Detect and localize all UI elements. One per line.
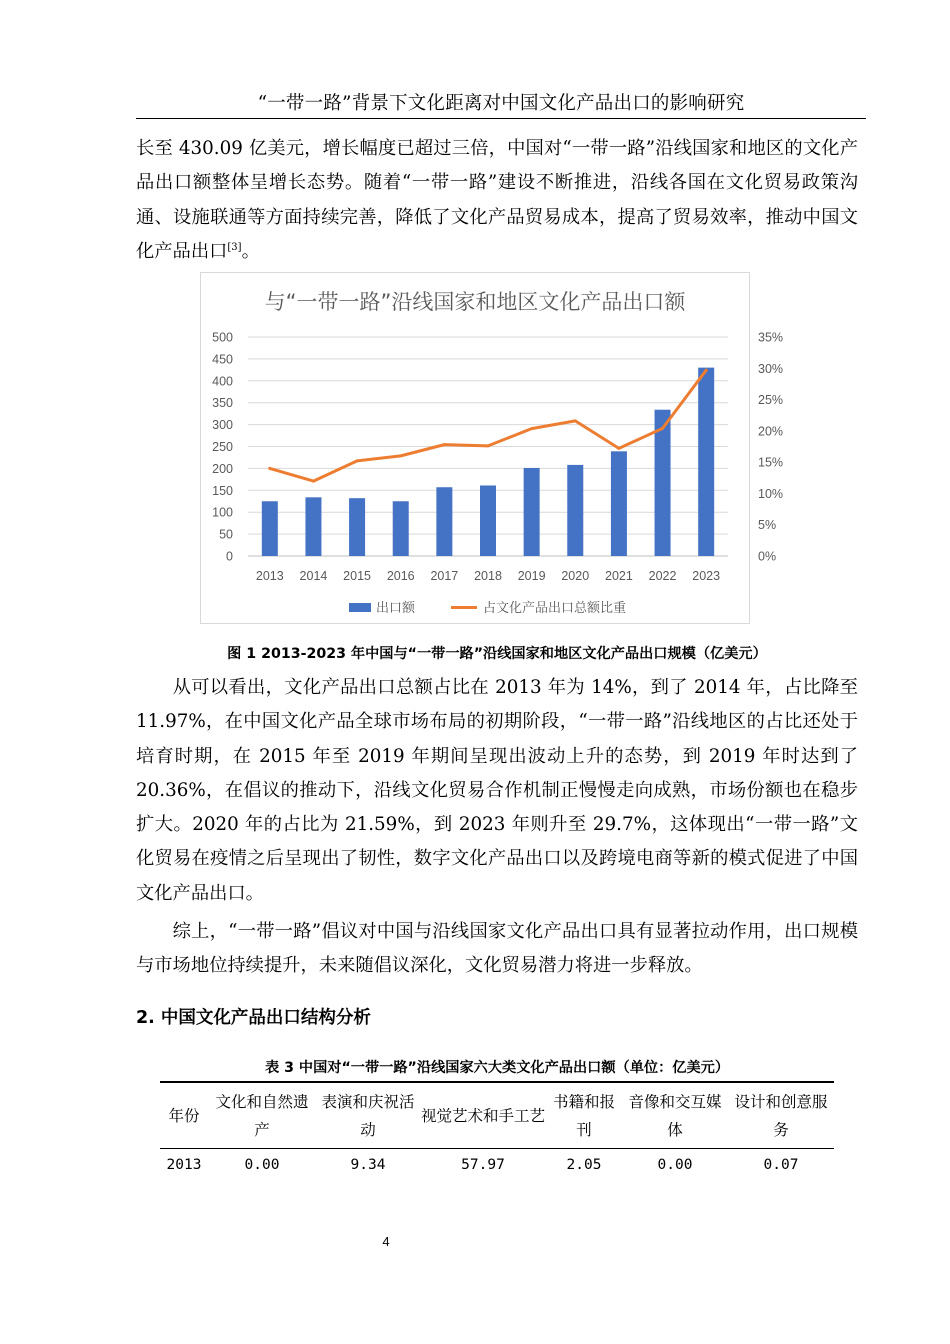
y-left-tick-label: 200 xyxy=(212,461,233,476)
bar xyxy=(305,497,321,556)
bar xyxy=(349,498,365,556)
x-tick-label: 2022 xyxy=(648,569,677,583)
export-table xyxy=(160,1081,834,1181)
x-tick-label: 2016 xyxy=(386,569,415,583)
chart-title: 与“一带一路”沿线国家和地区文化产品出口额 xyxy=(264,290,686,314)
y-right-tick-label: 20% xyxy=(758,424,784,439)
y-left-tick-label: 250 xyxy=(212,440,233,454)
line-point xyxy=(268,467,271,470)
table-header: 设计和创意服务 xyxy=(734,1093,828,1139)
y-left-tick-label: 300 xyxy=(212,418,233,433)
line-point xyxy=(705,369,708,372)
paragraph-1-end: 。 xyxy=(241,240,260,262)
x-tick-label: 2013 xyxy=(255,569,284,583)
line-point xyxy=(443,443,446,446)
page-number: 4 xyxy=(382,1234,390,1249)
table-header: 书籍和报刊 xyxy=(552,1093,615,1139)
table-header: 视觉艺术和手工艺 xyxy=(420,1107,545,1125)
table-cell: 2.05 xyxy=(566,1157,602,1173)
table-cell: 0.07 xyxy=(763,1157,799,1173)
x-tick-label: 2019 xyxy=(517,569,546,583)
bar xyxy=(524,468,540,556)
y-left-tick-label: 150 xyxy=(212,483,233,498)
running-header: “一带一路”背景下文化距离对中国文化产品出口的影响研究 xyxy=(257,93,745,114)
table-header: 文化和自然遗产 xyxy=(215,1093,309,1139)
y-left-tick-label: 350 xyxy=(212,396,233,411)
x-tick-label: 2020 xyxy=(561,569,590,583)
x-tick-label: 2015 xyxy=(343,569,371,583)
line-point xyxy=(356,459,359,462)
table-cell: 2013 xyxy=(166,1157,202,1173)
x-tick-label: 2014 xyxy=(299,569,328,583)
table-header: 年份 xyxy=(168,1107,200,1125)
y-left-tick-label: 50 xyxy=(219,527,233,542)
table-cell: 0.00 xyxy=(244,1157,280,1173)
line-point xyxy=(661,427,664,430)
y-right-tick-label: 35% xyxy=(758,330,784,345)
bar xyxy=(698,368,714,556)
line-point xyxy=(530,427,533,430)
y-right-tick-label: 15% xyxy=(758,455,784,470)
bar xyxy=(567,465,583,556)
line-point xyxy=(487,444,490,447)
table-cell: 0.00 xyxy=(657,1157,693,1173)
bar xyxy=(480,485,496,556)
line-point xyxy=(312,480,315,483)
bar xyxy=(611,451,627,556)
citation: [3] xyxy=(227,241,242,253)
bar xyxy=(262,501,278,556)
line-series xyxy=(270,370,706,481)
header-rule xyxy=(136,118,866,119)
x-tick-label: 2021 xyxy=(605,569,633,583)
paragraph-2: 从可以看出，文化产品出口总额占比在 2013 年为 14%，到了 2014 年，占比降至 11.97%，在中国文化产品全球市场布局的初期阶段，“一带一路”沿线地区的占比还处于培育时期，在 2015 年至 2019 年期间呈现出波动上升的态势，到 2019 年时达到了 20.36%，在倡议的推动下，沿线文化贸易合作机制正慢慢走向成熟，市场份额也在稳步扩大。2020 年的占比为 21.59%，到 2023 年则升至 29.7%，这体现出“一带一路”文化贸易在疫情之后呈现出了韧性，数字文化产品出口以及跨境电商等新的模式促进了中国文化产品出口。 xyxy=(136,677,858,904)
table-header-row xyxy=(160,1082,834,1149)
line-point xyxy=(574,419,577,422)
chart-canvas xyxy=(201,273,784,623)
paragraph-1-text: 长至 430.09 亿美元，增长幅度已超过三倍，中国对“一带一路”沿线国家和地区的文化产品出口额整体呈增长态势。随着“一带一路”建设不断推进，沿线各国在文化贸易政策沟通、设施联通等方面持续完善，降低了文化产品贸易成本，提高了贸易效率，推动中国文化产品出口 xyxy=(136,138,858,262)
figure-caption: 图 1 2013-2023 年中国与“一带一路”沿线国家和地区文化产品出口规模（亿美元） xyxy=(227,646,767,662)
table-caption: 表 3 中国对“一带一路”沿线国家六大类文化产品出口额（单位：亿美元） xyxy=(264,1060,730,1076)
legend-label-bars: 出口额 xyxy=(376,601,416,616)
y-right-tick-label: 30% xyxy=(758,361,784,376)
paragraph-3: 综上，“一带一路”倡议对中国与沿线国家文化产品出口具有显著拉动作用，出口规模与市场地位持续提升，未来随倡议深化，文化贸易潜力将进一步释放。 xyxy=(136,921,858,977)
y-right-tick-label: 10% xyxy=(758,486,784,501)
paragraph-1 xyxy=(136,132,858,269)
y-left-tick-label: 0 xyxy=(226,549,233,564)
line-point xyxy=(399,454,402,457)
y-right-tick-label: 25% xyxy=(758,393,784,408)
table-header: 表演和庆祝活动 xyxy=(321,1093,415,1139)
export-chart xyxy=(200,272,784,624)
y-right-tick-label: 5% xyxy=(758,518,777,533)
y-left-tick-label: 450 xyxy=(212,352,233,367)
x-tick-label: 2023 xyxy=(692,569,721,583)
bar xyxy=(393,501,409,556)
x-tick-label: 2017 xyxy=(430,569,459,583)
y-left-tick-label: 500 xyxy=(212,330,233,345)
table-cell: 9.34 xyxy=(350,1157,386,1173)
y-right-tick-label: 0% xyxy=(758,549,777,564)
y-left-tick-label: 100 xyxy=(212,505,233,520)
table-header: 音像和交互媒体 xyxy=(628,1093,722,1139)
table-row xyxy=(160,1149,834,1182)
y-left-tick-label: 400 xyxy=(212,374,233,389)
bar xyxy=(436,487,452,556)
x-tick-label: 2018 xyxy=(474,569,502,583)
section-heading: 2. 中国文化产品出口结构分析 xyxy=(136,1008,371,1028)
line-point xyxy=(617,447,620,450)
legend-swatch-bars xyxy=(349,603,371,612)
legend-label-line: 占文化产品出口总额比重 xyxy=(483,601,627,616)
table-cell: 57.97 xyxy=(461,1157,505,1173)
